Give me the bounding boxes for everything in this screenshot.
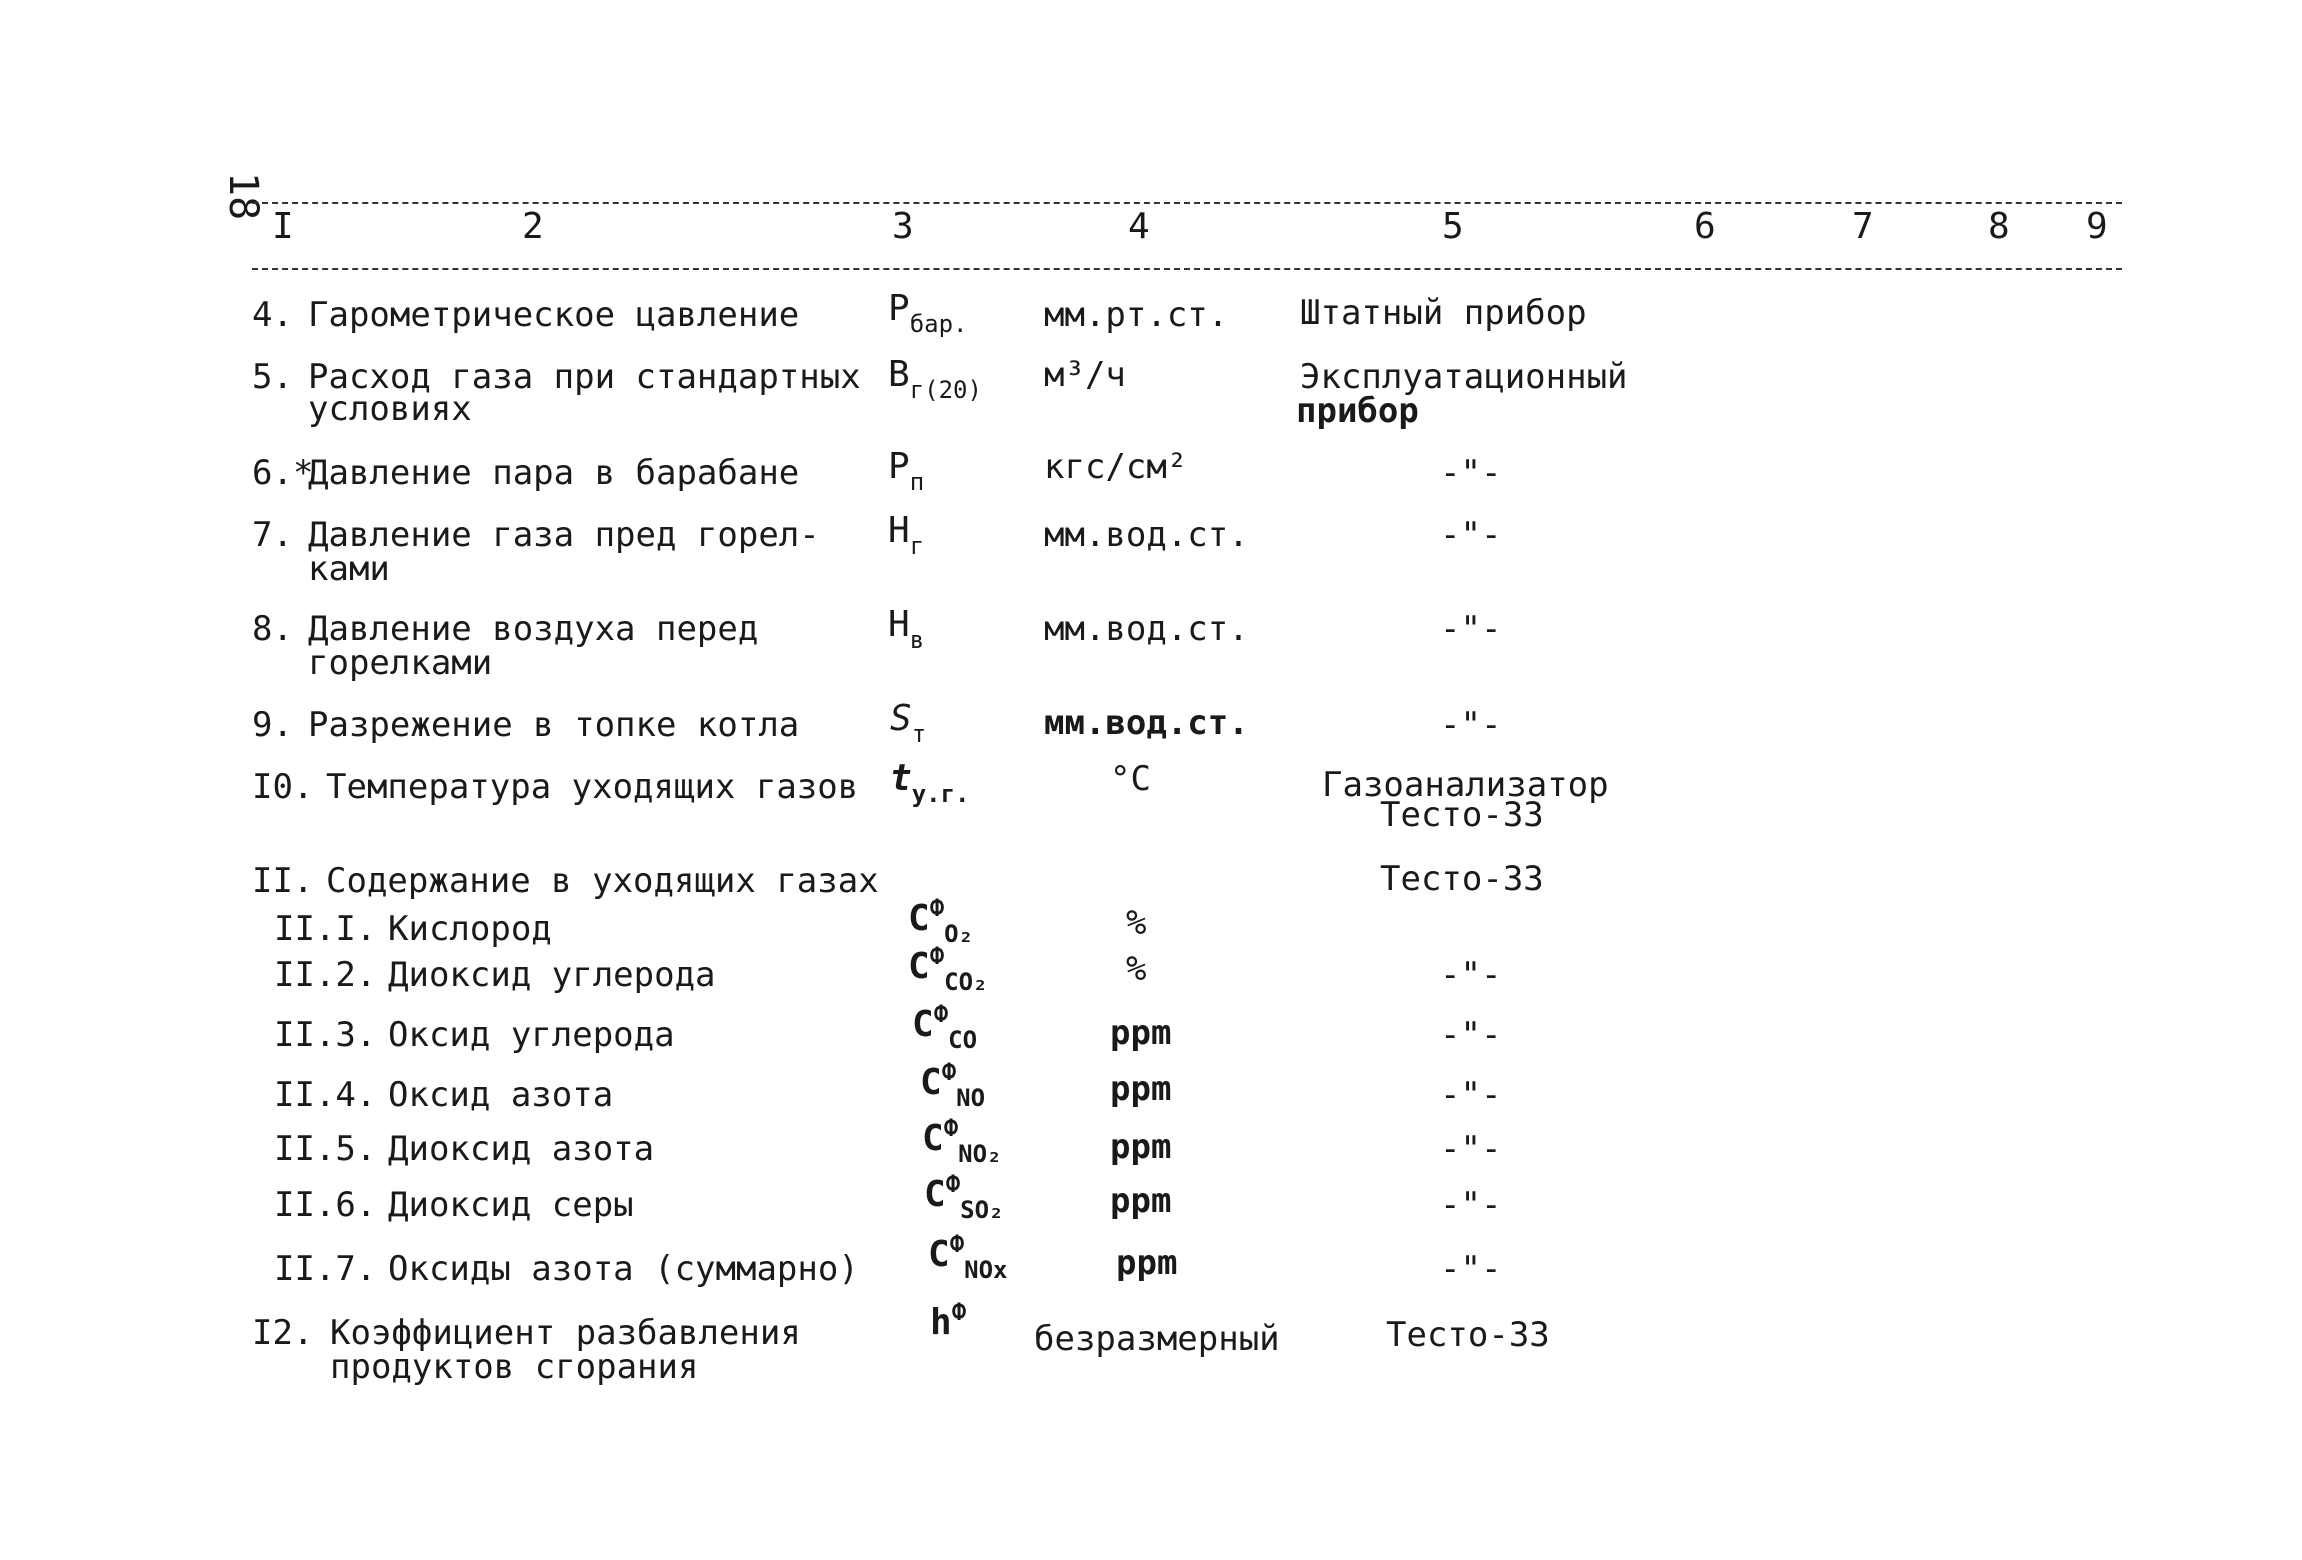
top-rule xyxy=(252,202,2122,204)
row-11-2-name: Диоксид углерода xyxy=(388,955,716,995)
row-11-name: Содержание в уходящих газах xyxy=(326,861,879,901)
row-11-3-unit: ppm xyxy=(1110,1013,1172,1053)
row-6-instrument: -"- xyxy=(1440,453,1502,493)
row-11-6-symbol: $C^Ф_{SO_2}$ xyxy=(924,1170,1004,1224)
row-11-6-name: Диоксид серы xyxy=(388,1185,634,1225)
row-11-2-instrument: -"- xyxy=(1440,955,1502,995)
row-7-number: 7. xyxy=(252,515,293,555)
row-11-3-symbol: $C^Ф_{CO}$ xyxy=(912,1000,978,1054)
row-5-name-line1: Расход газа при стандартных xyxy=(308,357,861,397)
row-8-name-line2: горелками xyxy=(308,643,493,683)
col-header-5: 5 xyxy=(1442,206,1464,247)
row-11-5-number: II.5. xyxy=(274,1129,377,1169)
row-10-name: Температура уходящих газов xyxy=(326,767,859,807)
col-header-2: 2 xyxy=(522,206,544,247)
row-12-number: I2. xyxy=(252,1313,314,1353)
row-5-instrument-line1: Эксплуатационный xyxy=(1300,357,1628,397)
page-number: 18 xyxy=(220,172,266,221)
row-11-1-symbol: $C^Ф_{O_2}$ xyxy=(908,894,974,948)
row-11-4-number: II.4. xyxy=(274,1075,377,1115)
row-11-1-name: Кислород xyxy=(388,909,552,949)
col-header-9: 9 xyxy=(2086,206,2108,247)
row-6-unit: кгс/см² xyxy=(1044,447,1188,487)
row-7-instrument: -"- xyxy=(1440,515,1502,555)
row-11-3-number: II.3. xyxy=(274,1015,377,1055)
row-11-5-unit: ppm xyxy=(1110,1127,1172,1167)
row-6-symbol: $P_п$ xyxy=(888,446,925,496)
header-rule xyxy=(252,268,2122,270)
row-8-instrument: -"- xyxy=(1440,609,1502,649)
row-5-name-line2: условиях xyxy=(308,389,472,429)
row-11-3-name: Оксид углерода xyxy=(388,1015,675,1055)
row-11-5-symbol: $C^Ф_{NO_2}$ xyxy=(922,1114,1002,1168)
row-8-name-line1: Давление воздуха перед xyxy=(308,609,759,649)
row-11-2-number: II.2. xyxy=(274,955,377,995)
row-11-1-unit: % xyxy=(1126,903,1147,943)
col-header-6: 6 xyxy=(1694,206,1716,247)
row-6-number: 6.* xyxy=(252,453,314,493)
row-5-unit: м³/ч xyxy=(1044,355,1126,395)
row-10-number: I0. xyxy=(252,767,314,807)
row-12-instrument: Тесто-33 xyxy=(1386,1315,1550,1355)
row-11-2-symbol: $C^Ф_{CO_2}$ xyxy=(908,942,988,996)
row-11-6-instrument: -"- xyxy=(1440,1185,1502,1225)
row-7-name-line1: Давление газа пред горел- xyxy=(308,515,820,555)
row-10-unit: °C xyxy=(1110,759,1151,799)
row-11-6-unit: ppm xyxy=(1110,1181,1172,1221)
col-header-8: 8 xyxy=(1988,206,2010,247)
row-4-number: 4. xyxy=(252,295,293,335)
row-11-5-instrument: -"- xyxy=(1440,1129,1502,1169)
row-9-number: 9. xyxy=(252,705,293,745)
row-11-number: II. xyxy=(252,861,314,901)
row-12-symbol: $h^Ф$ xyxy=(930,1298,967,1343)
row-4-instrument: Штатный прибор xyxy=(1300,293,1587,333)
row-4-unit: мм.рт.ст. xyxy=(1044,295,1229,335)
row-11-4-symbol: $C^Ф_{NO}$ xyxy=(920,1058,986,1112)
row-9-instrument: -"- xyxy=(1440,705,1502,745)
row-4-name: Гарометрическое цавление xyxy=(308,295,800,335)
row-5-number: 5. xyxy=(252,357,293,397)
row-9-symbol: $S_т$ xyxy=(890,698,927,748)
row-12-name-line1: Коэффициент разбавления xyxy=(330,1313,801,1353)
row-11-instrument: Тесто-33 xyxy=(1380,859,1544,899)
col-header-7: 7 xyxy=(1852,206,1874,247)
row-10-symbol: $t_{у.г.}$ xyxy=(890,758,970,808)
row-11-3-instrument: -"- xyxy=(1440,1015,1502,1055)
row-11-7-unit: ppm xyxy=(1116,1243,1178,1283)
row-11-4-instrument: -"- xyxy=(1440,1075,1502,1115)
col-header-1: I xyxy=(272,206,294,247)
row-4-symbol: $P_{бар.}$ xyxy=(888,288,968,338)
row-11-7-symbol: $C^Ф_{NOx}$ xyxy=(928,1230,1008,1284)
row-11-4-name: Оксид азота xyxy=(388,1075,614,1115)
row-11-6-number: II.6. xyxy=(274,1185,377,1225)
row-5-symbol: $B_{г(20)}$ xyxy=(888,354,982,404)
row-6-name: Давление пара в барабане xyxy=(308,453,800,493)
row-8-unit: мм.вод.ст. xyxy=(1044,609,1249,649)
row-8-number: 8. xyxy=(252,609,293,649)
row-5-instrument-line2: прибор xyxy=(1296,391,1419,431)
row-11-5-name: Диоксид азота xyxy=(388,1129,655,1169)
row-11-1-number: II.I. xyxy=(274,909,377,949)
row-11-7-name: Оксиды азота (суммарно) xyxy=(388,1249,859,1289)
row-7-unit: мм.вод.ст. xyxy=(1044,515,1249,555)
row-8-symbol: $H_в$ xyxy=(888,604,925,654)
row-11-4-unit: ppm xyxy=(1110,1069,1172,1109)
row-11-7-number: II.7. xyxy=(274,1249,377,1289)
row-12-unit: безразмерный xyxy=(1034,1319,1280,1359)
row-12-name-line2: продуктов сгорания xyxy=(330,1347,699,1387)
row-10-instrument-line1: Газоанализатор xyxy=(1322,765,1609,805)
row-10-instrument-line2: Тесто-33 xyxy=(1380,795,1544,835)
row-9-unit: мм.вод.ст. xyxy=(1044,703,1249,743)
row-11-2-unit: % xyxy=(1126,949,1147,989)
row-7-symbol: $H_г$ xyxy=(888,510,925,560)
col-header-3: 3 xyxy=(892,206,914,247)
col-header-4: 4 xyxy=(1128,206,1150,247)
row-7-name-line2: ками xyxy=(308,549,390,589)
row-11-7-instrument: -"- xyxy=(1440,1249,1502,1289)
row-9-name: Разрежение в топке котла xyxy=(308,705,800,745)
